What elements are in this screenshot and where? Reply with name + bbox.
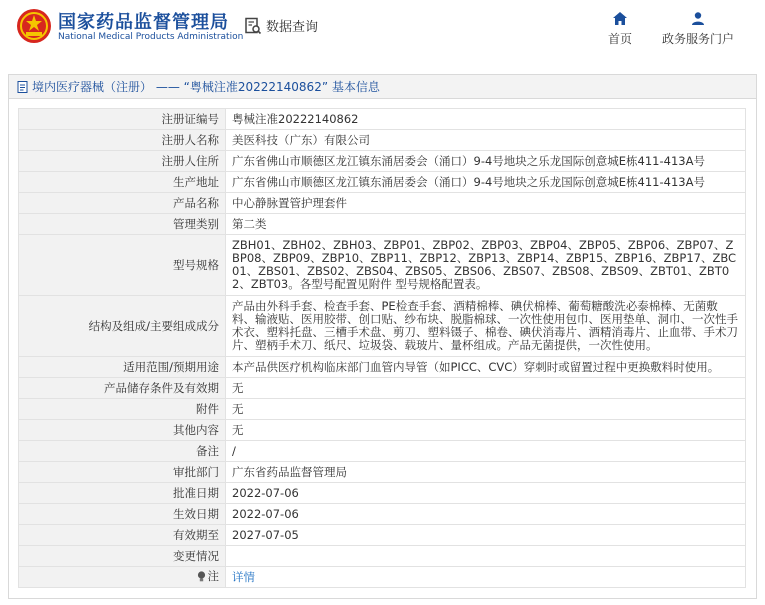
table-row [19, 399, 746, 420]
field-label: 变更情况 [19, 546, 226, 567]
field-label: 注册人住所 [19, 151, 226, 172]
table-row [19, 420, 746, 441]
field-label: 其他内容 [19, 420, 226, 441]
field-label: 产品储存条件及有效期 [19, 378, 226, 399]
field-label: 管理类别 [19, 214, 226, 235]
site-subtitle: National Medical Products Administration [58, 32, 244, 42]
table-row [19, 193, 746, 214]
table-row [19, 296, 746, 357]
table-row [19, 567, 746, 588]
note-label-text: 注 [207, 568, 219, 583]
field-value: 中心静脉置管护理套件 [226, 193, 746, 214]
field-label: 注册人名称 [19, 130, 226, 151]
breadcrumb-text: 境内医疗器械（注册） —— “粤械注准20222140862” 基本信息 [32, 80, 380, 94]
note-label-cell [19, 567, 226, 588]
note-label [197, 570, 220, 583]
table-row [19, 357, 746, 378]
breadcrumb [9, 75, 756, 99]
field-label: 审批部门 [19, 462, 226, 483]
field-label: 批准日期 [19, 483, 226, 504]
table-row [19, 109, 746, 130]
field-value: 2022-07-06 [226, 483, 746, 504]
field-label: 附件 [19, 399, 226, 420]
table-row [19, 172, 746, 193]
lightbulb-icon [197, 571, 206, 582]
registration-info-table [18, 108, 746, 588]
nav-home[interactable] [590, 12, 650, 47]
field-value: 本产品供医疗机构临床部门血管内导管（如PICC、CVC）穿刺时或留置过程中更换敷料时使用。 [226, 357, 746, 378]
table-row [19, 525, 746, 546]
field-value: 美医科技（广东）有限公司 [226, 130, 746, 151]
field-label: 生效日期 [19, 504, 226, 525]
data-query-icon [244, 17, 262, 35]
field-value: 无 [226, 399, 746, 420]
field-value: 粤械注准20222140862 [226, 109, 746, 130]
field-value: 广东省佛山市顺德区龙江镇东涌居委会（涌口）9-4号地块之乐龙国际创意城E栋411-413A号 [226, 151, 746, 172]
field-label: 备注 [19, 441, 226, 462]
data-query-label: 数据查询 [266, 20, 319, 35]
field-label: 型号规格 [19, 235, 226, 296]
nav-home-label: 首页 [607, 32, 632, 46]
field-label: 适用范围/预期用途 [19, 357, 226, 378]
field-value [226, 567, 746, 588]
field-value: 广东省药品监督管理局 [226, 462, 746, 483]
home-icon [613, 12, 627, 25]
field-value: 无 [226, 378, 746, 399]
field-value [226, 546, 746, 567]
nav-service-portal-label: 政务服务门户 [661, 32, 734, 46]
field-label: 结构及组成/主要组成成分 [19, 296, 226, 357]
field-value: 2027-07-05 [226, 525, 746, 546]
field-value: / [226, 441, 746, 462]
table-row [19, 214, 746, 235]
field-label: 生产地址 [19, 172, 226, 193]
field-value: 2022-07-06 [226, 504, 746, 525]
user-icon [691, 12, 705, 25]
field-value: 第二类 [226, 214, 746, 235]
table-row [19, 378, 746, 399]
data-query-link[interactable] [244, 16, 318, 35]
table-row [19, 235, 746, 296]
site-title: 国家药品监督管理局 [58, 12, 229, 33]
table-row [19, 504, 746, 525]
table-row [19, 441, 746, 462]
details-link[interactable]: 详情 [232, 569, 255, 584]
nav-service-portal[interactable] [656, 12, 740, 47]
table-row [19, 462, 746, 483]
table-row [19, 483, 746, 504]
document-icon [17, 81, 28, 93]
field-label: 注册证编号 [19, 109, 226, 130]
field-value: 广东省佛山市顺德区龙江镇东涌居委会（涌口）9-4号地块之乐龙国际创意城E栋411-413A号 [226, 172, 746, 193]
field-label: 有效期至 [19, 525, 226, 546]
site-header [0, 0, 765, 62]
field-value: 无 [226, 420, 746, 441]
field-value: ZBH01、ZBH02、ZBH03、ZBP01、ZBP02、ZBP03、ZBP04、ZBP05、ZBP06、ZBP07、ZBP08、ZBP09、ZBP10、ZBP11、ZBP12、ZBP13、ZBP14、ZBP15、ZBP16、ZBP17、ZBC01、ZBS01、ZBS02、ZBS04、ZBS05、ZBS06、ZBS07、ZBS08、ZBS09、ZBT01、ZBT02、ZBT03。各型号配置见附件 型号规格配置表。 [226, 235, 746, 296]
field-label: 产品名称 [19, 193, 226, 214]
table-row [19, 151, 746, 172]
table-row [19, 546, 746, 567]
table-row [19, 130, 746, 151]
detail-panel [8, 74, 757, 599]
field-value: 产品由外科手套、检查手套、PE检查手套、酒精棉棒、碘伏棉棒、葡萄糖酸洗必泰棉棒、无菌敷料、输液贴、医用胶带、创口贴、纱布块、脱脂棉球、一次性使用包巾、医用垫单、洞巾、一次性手术衣、塑料托盘、三槽手术盘、剪刀、塑料镊子、棉卷、碘伏消毒片、酒精消毒片、止血带、手术刀片、塑柄手术刀、纸尺、垃圾袋、载玻片、量杯组成。产品无菌提供，一次性使用。 [226, 296, 746, 357]
national-emblem-logo[interactable] [16, 8, 52, 44]
